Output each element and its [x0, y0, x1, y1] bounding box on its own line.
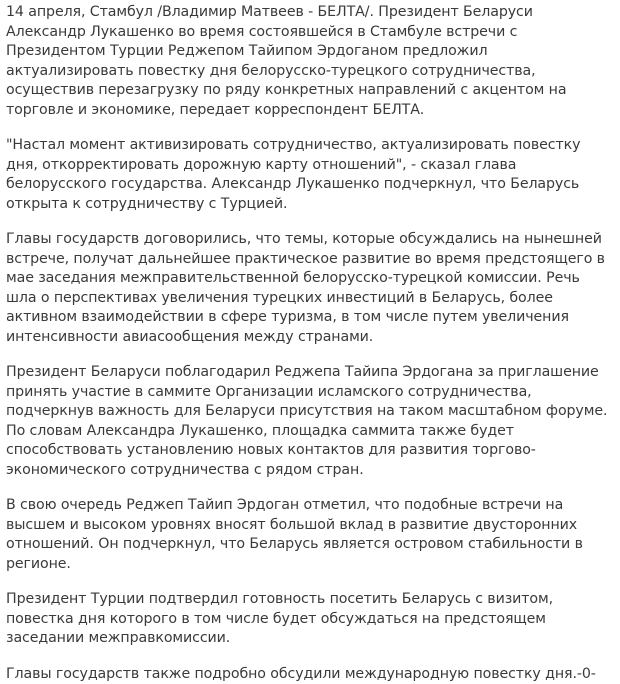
article-paragraph-dateline: 14 апреля, Стамбул /Владимир Матвеев - БЕЛТА/. Президент Беларуси Александр Лукашенко во время состоявшейся в Стамбуле встречи с Президентом Турции Реджепом Тайипом Эрдоганом предложил актуализировать повестку дня белорусско-турецкого сотрудничества, осуществив перезагрузку по ряду конкретных направлений с акцентом на торговле и экономике, передает корреспондент БЕЛТА.: [6, 3, 614, 120]
article-paragraph-international: Главы государств также подробно обсудили международную повестку дня.-0-: [6, 665, 614, 684]
article-paragraph-quote: "Настал момент активизировать сотрудничество, актуализировать повестку дня, откорректировать дорожную карту отношений", - сказал глава белорусского государства. Александр Лукашенко подчеркнул, что Беларусь открыта к сотрудничеству с Турцией.: [6, 136, 614, 214]
article-paragraph-agreements: Главы государств договорились, что темы, которые обсуждались на нынешней встрече, получат дальнейшее практическое развитие во время предстоящего в мае заседания межправительственной белорусско-турецкой комиссии. Речь шла о перспективах увеличения турецких инвестиций в Беларусь, более активном взаимодействии в сфере туризма, в том числе путем увеличения интенсивности авиасообщения между странами.: [6, 230, 614, 347]
article-paragraph-erdogan: В свою очередь Реджеп Тайип Эрдоган отметил, что подобные встречи на высшем и высоком уровнях вносят большой вклад в развитие двусторонних отношений. Он подчеркнул, что Беларусь является островом стабильности в регионе.: [6, 496, 614, 574]
article-paragraph-visit: Президент Турции подтвердил готовность посетить Беларусь с визитом, повестка дня которого в том числе будет обсуждаться на предстоящем заседании межправкомиссии.: [6, 590, 614, 649]
article-body: [6, 3, 614, 684]
article-paragraph-summit: Президент Беларуси поблагодарил Реджепа Тайипа Эрдогана за приглашение принять участие в саммите Организации исламского сотрудничества, подчеркнув важность для Беларуси присутствия на таком масштабном форуме. По словам Александра Лукашенко, площадка саммита также будет способствовать установлению новых контактов для развития торгово-экономического сотрудничества с рядом стран.: [6, 363, 614, 480]
